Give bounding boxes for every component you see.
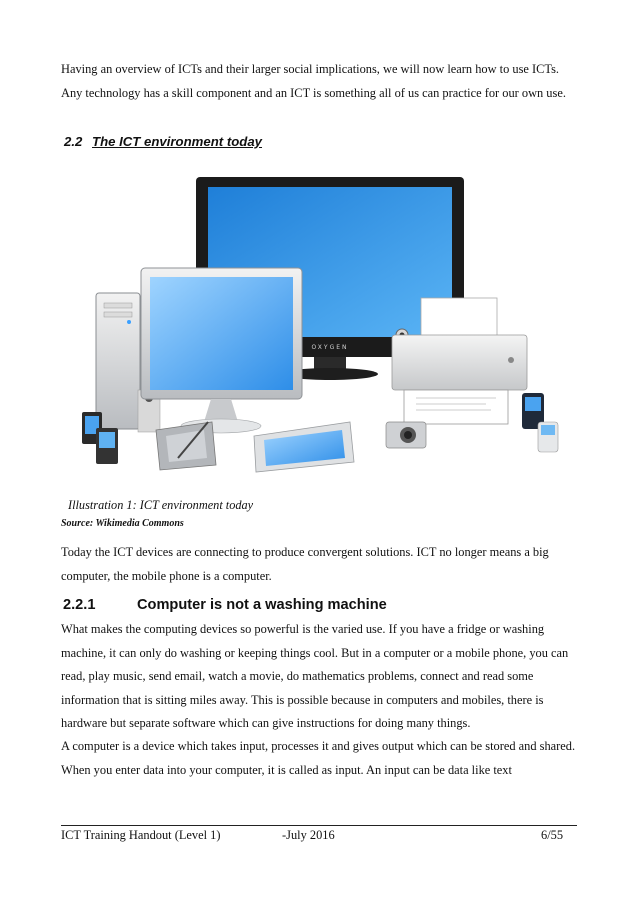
subsection-number: 2.2.1 — [63, 597, 96, 613]
intro-paragraph: Having an overview of ICTs and their larger social implications, we will now learn how to use ICTs. Any technology has a skill component and an ICT is something all of us can practice for our own use. — [61, 62, 566, 100]
lcd-monitor — [141, 268, 302, 433]
footer-date: -July 2016 — [282, 828, 335, 842]
footer-title: ICT Training Handout (Level 1) — [61, 828, 221, 842]
section-heading — [64, 134, 262, 149]
figure-source: Source: Wikimedia Commons — [61, 518, 184, 529]
convergence-paragraph: Today the ICT devices are connecting to produce convergent solutions. ICT no longer means a big computer, the mobile phone is a computer. — [61, 545, 549, 583]
subsection-title: Computer is not a washing machine — [137, 597, 387, 613]
footer-divider — [61, 825, 577, 826]
figure-caption: Illustration 1: ICT environment today — [68, 498, 254, 512]
washing-machine-paragraph: What makes the computing devices so powerful is the varied use. If you have a fridge or washing machine, it can only do washing or keeping things cool. But in a computer or a mobile phone, you can read, play music, send email, watch a movie, do mathematics problems, connect and read some information that is sitting miles away. This is possible because in computers and mobiles, there is hardware but separate software which can give instructions for doing many things. — [61, 622, 569, 730]
digital-camera — [386, 422, 426, 448]
flatbed-scanner — [254, 422, 354, 472]
ict-devices-illustration — [66, 160, 572, 495]
media-players — [522, 393, 558, 452]
graphics-tablet — [156, 422, 216, 470]
monitor-brand-label: OXYGEN — [311, 344, 349, 351]
subsection-heading — [63, 597, 387, 613]
section-number: 2.2 — [64, 134, 83, 149]
section-title: The ICT environment today — [92, 134, 263, 149]
footer-page-number: 6/55 — [541, 828, 564, 842]
input-paragraph: A computer is a device which takes input, processes it and gives output which can be stored and shared. When you enter data into your computer, it is called as input. An input can be data like text — [61, 739, 576, 777]
